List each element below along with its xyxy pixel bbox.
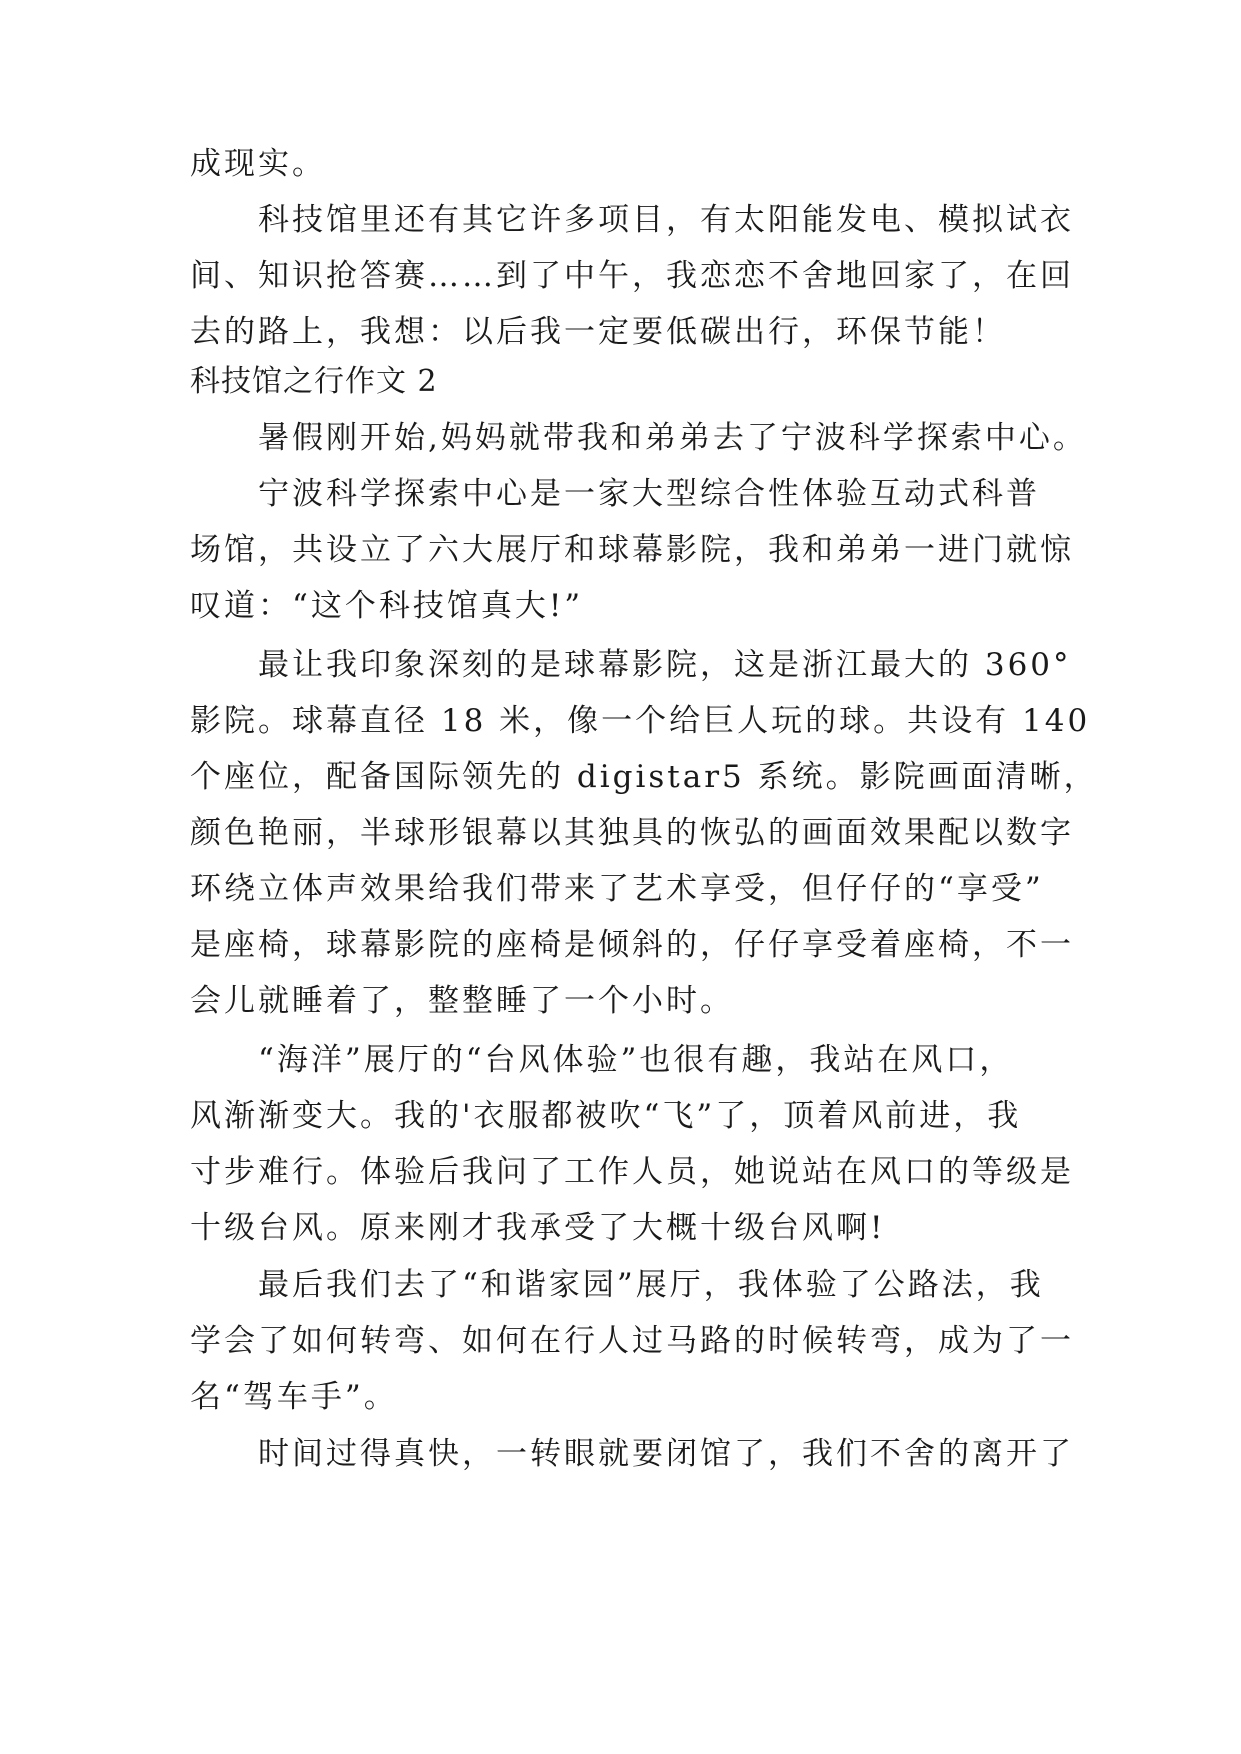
text-line: 成现实。 [190, 146, 326, 182]
text-line: 间、知识抢答赛……到了中午，我恋恋不舍地回家了，在回 [190, 258, 1074, 294]
paragraph-start-line: 最让我印象深刻的是球幕影院，这是浙江最大的 360° [258, 647, 1072, 683]
text-line: 环绕立体声效果给我们带来了艺术享受，但仔仔的“享受” [190, 871, 1044, 907]
paragraph-start-line: 科技馆里还有其它许多项目，有太阳能发电、模拟试衣 [258, 202, 1074, 238]
text-line: 学会了如何转弯、如何在行人过马路的时候转弯，成为了一 [190, 1323, 1074, 1359]
text-line: 个座位，配备国际领先的 digistar5 系统。影院画面清晰， [190, 759, 1098, 795]
text-line: 是座椅，球幕影院的座椅是倾斜的，仔仔享受着座椅，不一 [190, 927, 1074, 963]
text-line: 会儿就睡着了，整整睡了一个小时。 [190, 983, 734, 1019]
text-line: 风渐渐变大。我的'衣服都被吹“飞”了，顶着风前进，我 [190, 1098, 1022, 1134]
text-line: 颜色艳丽，半球形银幕以其独具的恢弘的画面效果配以数字 [190, 815, 1074, 851]
paragraph-start-line: 最后我们去了“和谐家园”展厅，我体验了公路法，我 [258, 1267, 1044, 1303]
text-line: 寸步难行。体验后我问了工作人员，她说站在风口的等级是 [190, 1154, 1074, 1190]
paragraph-start-line: “海洋”展厅的“台风体验”也很有趣，我站在风口， [258, 1042, 1014, 1078]
text-line: 去的路上，我想：以后我一定要低碳出行，环保节能！ [190, 314, 1006, 350]
text-line: 十级台风。原来刚才我承受了大概十级台风啊! [190, 1210, 886, 1246]
section-heading: 科技馆之行作文 2 [190, 364, 438, 399]
paragraph-start-line: 暑假刚开始,妈妈就带我和弟弟去了宁波科学探索中心。 [258, 420, 1087, 456]
paragraph-start-line: 宁波科学探索中心是一家大型综合性体验互动式科普 [258, 476, 1040, 512]
text-line: 叹道：“这个科技馆真大!” [190, 588, 584, 624]
paragraph-start-line: 时间过得真快，一转眼就要闭馆了，我们不舍的离开了 [258, 1436, 1074, 1472]
text-line: 影院。球幕直径 18 米，像一个给巨人玩的球。共设有 140 [190, 703, 1091, 739]
text-line: 名“驾车手”。 [190, 1379, 398, 1415]
text-line: 场馆，共设立了六大展厅和球幕影院，我和弟弟一进门就惊 [190, 532, 1074, 568]
